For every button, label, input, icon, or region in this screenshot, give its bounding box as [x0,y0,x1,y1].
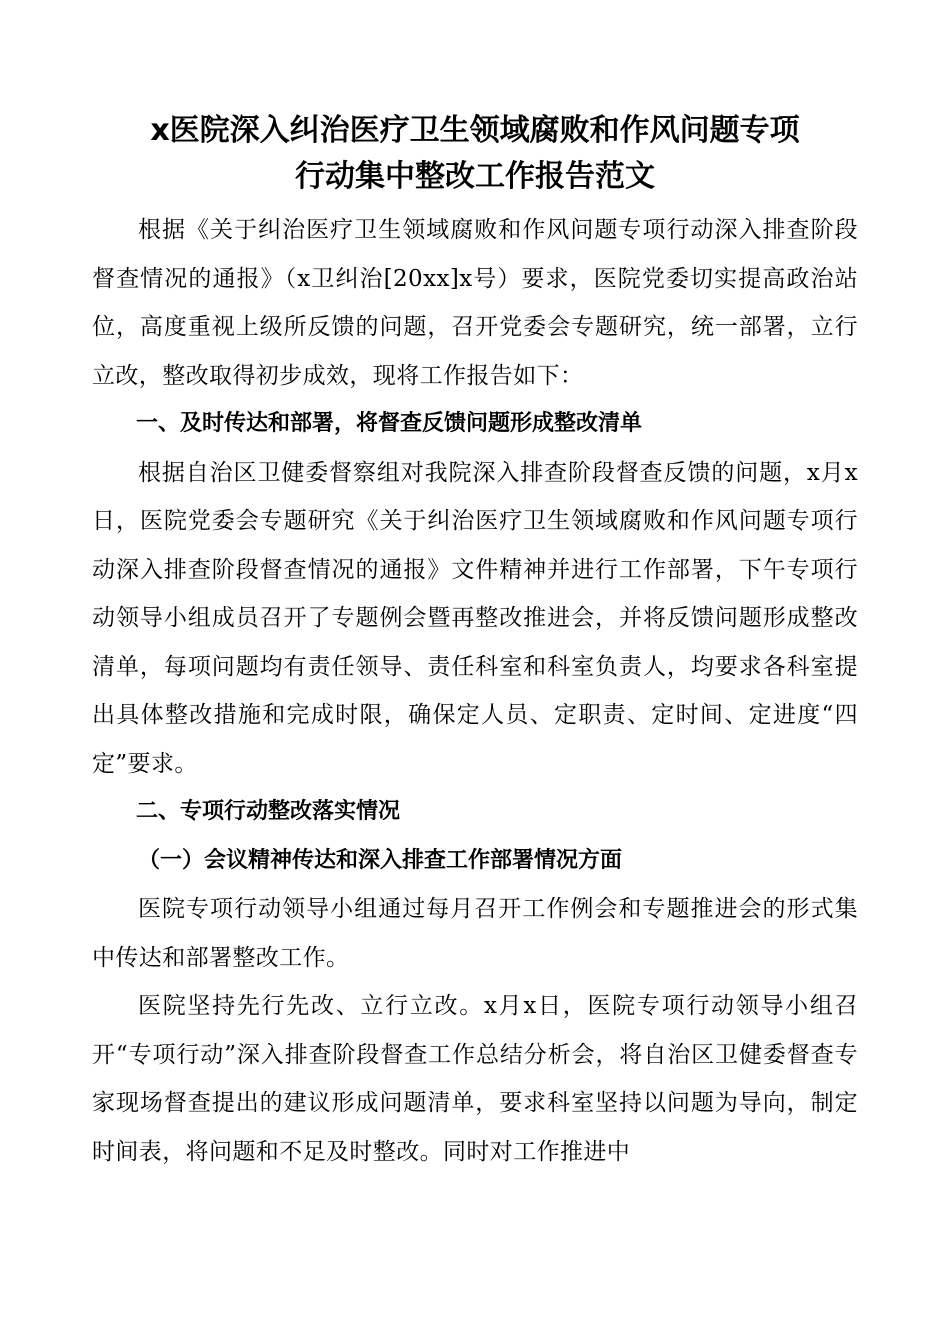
intro-paragraph: 根据《关于纠治医疗卫生领域腐败和作风问题专项行动深入排查阶段督查情况的通报》（x卫纠治[20xx]x号）要求，医院党委切实提高政治站位，高度重视上级所反馈的问题，召开党委会专题研究，统一部署，立行立改，整改取得初步成效，现将工作报告如下： [92,217,858,389]
subsection-1-paragraph-2: 医院坚持先行先改、立行立改。x月x日，医院专项行动领导小组召开“专项行动”深入排查阶段督查工作总结分析会，将自治区卫健委督查专家现场督查提出的建议形成问题清单，要求科室坚持以问题为导向，制定时间表，将问题和不足及时整改。同时对工作推进中 [92,993,858,1165]
document-title [92,108,858,200]
section-2-heading: 二、专项行动整改落实情况 [136,799,401,824]
subsection-1-paragraph-1: 医院专项行动领导小组通过每月召开工作例会和专题推进会的形式集中传达和部署整改工作。 [92,896,858,971]
document-page [92,108,858,1176]
title-line-2: 行动集中整改工作报告范文 [295,159,655,194]
subsection-1-heading: （一）会议精神传达和深入排查工作部署情况方面 [138,847,623,873]
title-line-1: x医院深入纠治医疗卫生领域腐败和作风问题专项 [150,113,800,148]
section-1-heading: 一、及时传达和部署，将督查反馈问题形成整改清单 [136,411,643,436]
section-1-paragraph: 根据自治区卫健委督察组对我院深入排查阶段督查反馈的问题，x月x日，医院党委会专题研究《关于纠治医疗卫生领域腐败和作风问题专项行动深入排查阶段督查情况的通报》文件精神并进行工作部署，下午专项行动领导小组成员召开了专题例会暨再整改推进会，并将反馈问题形成整改清单，每项问题均有责任领导、责任科室和科室负责人，均要求各科室提出具体整改措施和完成时限，确保定人员、定职责、定时间、定进度“四定”要求。 [92,459,858,777]
